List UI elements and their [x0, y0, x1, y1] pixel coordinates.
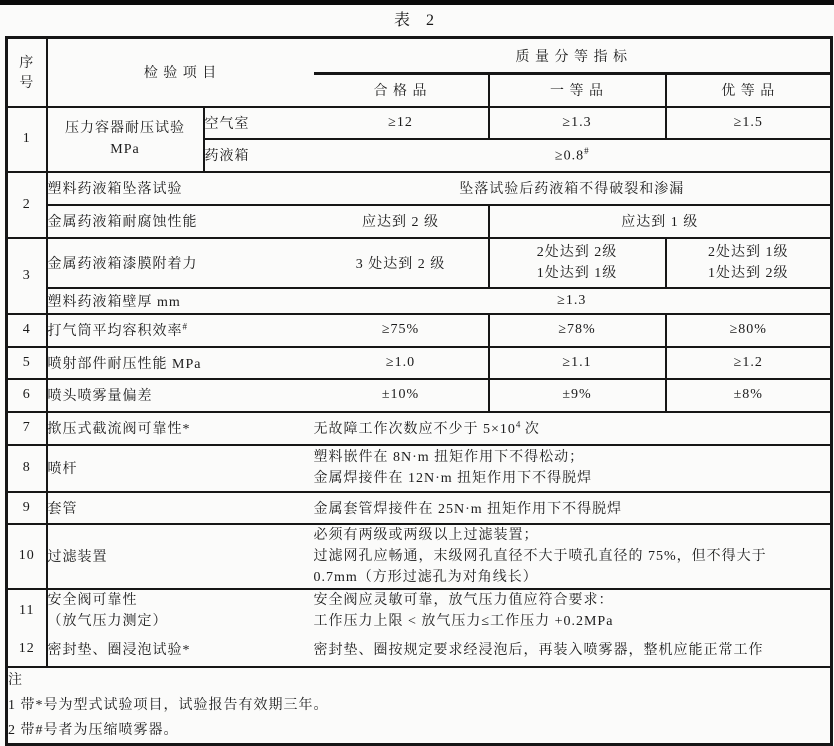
row3-item-wall-thickness: 塑料药液箱壁厚 mm — [47, 288, 314, 314]
row3-adhesion-first-class — [489, 238, 666, 288]
header-grade-first-class: 一 等 品 — [489, 74, 666, 107]
row3-adhesion-first-line2: 1处达到 1级 — [536, 265, 618, 281]
row5-value-premium: ≥1.2 — [666, 347, 832, 379]
row9-serial: 9 — [7, 492, 47, 524]
row5-item-spray-parts-pressure: 喷射部件耐压性能 MPa — [47, 347, 314, 379]
row11-serial: 11 — [7, 589, 47, 632]
row11-item-safety-valve — [47, 589, 314, 632]
row3-adhesion-premium — [666, 238, 832, 288]
table-row-1a — [7, 107, 832, 139]
row6-value-qualified: ±10% — [314, 379, 489, 412]
row3-adhesion-premium-line1: 2处达到 1级 — [708, 244, 789, 260]
row3-serial: 3 — [7, 238, 47, 314]
header-row-1 — [7, 38, 832, 74]
row10-value-filter-requirements — [314, 524, 832, 589]
header-serial-number — [7, 38, 47, 107]
table-row-2a — [7, 172, 832, 205]
header-grade-qualified: 合 格 品 — [314, 74, 489, 107]
row1-item-pressure-vessel-test — [47, 107, 204, 172]
table-row-10 — [7, 524, 832, 589]
row11-value-line1: 安全阀应灵敏可靠，放气压力值应符合要求： — [313, 592, 614, 608]
row9-item-sleeve: 套管 — [47, 492, 314, 524]
table-notes-row — [7, 667, 832, 745]
notes-line-2: 2 带#号者为压缩喷雾器。 — [8, 722, 179, 738]
header-grade-premium: 优 等 品 — [666, 74, 832, 107]
row11-item-line2: （放气压力测定） — [47, 613, 168, 629]
row5-value-first-class: ≥1.1 — [489, 347, 666, 379]
row7-item-shutoff-valve-reliability: 揿压式截流阀可靠性* — [47, 412, 314, 445]
row3-adhesion-qualified: 3 处达到 2 级 — [314, 238, 489, 288]
row3-adhesion-first-line1: 2处达到 2级 — [536, 244, 618, 260]
row4-footnote-mark: # — [182, 321, 187, 332]
row10-item-filter-device: 过滤装置 — [47, 524, 314, 589]
row2-corrosion-higher-grades: 应达到 1 级 — [489, 205, 832, 238]
row2-item-drop-test: 塑料药液箱坠落试验 — [47, 172, 314, 205]
row1-item-line1: 压力容器耐压试验 — [65, 121, 185, 136]
row8-value-torque-requirements — [314, 445, 832, 492]
row8-value-line2: 金属焊接件在 12N·m 扭矩作用下不得脱焊 — [313, 471, 593, 486]
row10-serial: 10 — [7, 524, 47, 589]
row12-item-seal-soak-test: 密封垫、圈浸泡试验* — [47, 632, 314, 667]
row1-value-liquid-tank — [314, 139, 832, 172]
row12-serial: 12 — [7, 632, 47, 667]
row3-item-paint-adhesion: 金属药液箱漆膜附着力 — [47, 238, 314, 288]
table-row-6 — [7, 379, 832, 412]
row11-item-line1: 安全阀可靠性 — [47, 592, 138, 608]
notes-heading: 注 — [8, 672, 23, 688]
row7-value-text: 无故障工作次数应不少于 5×10 — [313, 422, 516, 437]
table-title: 表 2 — [393, 12, 440, 29]
row6-item-spray-deviation: 喷头喷雾量偏差 — [47, 379, 314, 412]
table-row-8 — [7, 445, 832, 492]
row1-sub-air-chamber: 空气室 — [204, 107, 314, 139]
row3-wall-thickness-value: ≥1.3 — [314, 288, 832, 314]
row3-adhesion-premium-line2: 1处达到 2级 — [708, 265, 789, 281]
row6-value-first-class: ±9% — [489, 379, 666, 412]
table-row-2b — [7, 205, 832, 238]
row4-value-premium: ≥80% — [666, 314, 832, 347]
row7-value-unit: 次 — [520, 422, 540, 437]
notes-line-1: 1 带*号为型式试验项目，试验报告有效期三年。 — [8, 697, 329, 713]
table-row-5 — [7, 347, 832, 379]
row2-serial: 2 — [7, 172, 47, 238]
row7-value-cycles — [314, 412, 832, 445]
row1-value-premium: ≥1.5 — [666, 107, 832, 139]
row5-serial: 5 — [7, 347, 47, 379]
header-serial-line1: 序 — [19, 56, 35, 72]
row4-item-pump-efficiency — [47, 314, 314, 347]
row10-value-line3: 0.7mm（方形过滤孔为对角线长） — [313, 569, 538, 585]
row4-value-first-class: ≥78% — [489, 314, 666, 347]
row6-value-premium: ±8% — [666, 379, 832, 412]
row1-sub-liquid-tank: 药液箱 — [204, 139, 314, 172]
row4-item-text: 打气筒平均容积效率 — [47, 324, 183, 339]
header-inspection-item: 检 验 项 目 — [47, 38, 314, 107]
row9-value-weld-torque: 金属套管焊接件在 25N·m 扭矩作用下不得脱焊 — [314, 492, 832, 524]
row11-value-line2: 工作压力上限 < 放气压力≤工作压力 +0.2MPa — [313, 613, 614, 629]
table-row-12 — [7, 632, 832, 667]
scan-edge-artifact — [0, 0, 834, 5]
row1-serial: 1 — [7, 107, 47, 172]
row1-liquid-tank-footnote-mark: # — [584, 145, 589, 156]
table-row-3a — [7, 238, 832, 288]
header-serial-line2: 号 — [19, 76, 35, 92]
row2-value-drop-test: 坠落试验后药液箱不得破裂和渗漏 — [314, 172, 832, 205]
header-quality-grading-indicators: 质 量 分 等 指 标 — [314, 38, 832, 74]
quality-grading-table — [5, 36, 833, 746]
notes-block — [7, 667, 832, 745]
row5-value-qualified: ≥1.0 — [314, 347, 489, 379]
row1-liquid-tank-value: ≥0.8 — [554, 148, 585, 164]
table-row-9 — [7, 492, 832, 524]
row10-value-line1: 必须有两级或两级以上过滤装置； — [313, 527, 539, 543]
row1-value-first-class: ≥1.3 — [489, 107, 666, 139]
row2-item-corrosion-resistance: 金属药液箱耐腐蚀性能 — [47, 205, 314, 238]
row7-exponent: 4 — [515, 419, 521, 430]
row10-value-line2: 过滤网孔应畅通，末级网孔直径不大于喷孔直径的 75%，但不得大于 — [313, 548, 767, 564]
row4-value-qualified: ≥75% — [314, 314, 489, 347]
row7-serial: 7 — [7, 412, 47, 445]
row4-serial: 4 — [7, 314, 47, 347]
row6-serial: 6 — [7, 379, 47, 412]
row2-corrosion-qualified: 应达到 2 级 — [314, 205, 489, 238]
row12-value-seal-soak: 密封垫、圈按规定要求经浸泡后，再装入喷雾器，整机应能正常工作 — [314, 632, 832, 667]
row1-item-unit: MPa — [110, 142, 140, 157]
table-row-11 — [7, 589, 832, 632]
row11-value-safety-valve — [314, 589, 832, 632]
table-row-3b — [7, 288, 832, 314]
row1-value-qualified: ≥12 — [314, 107, 489, 139]
table-row-7 — [7, 412, 832, 445]
row8-serial: 8 — [7, 445, 47, 492]
row8-value-line1: 塑料嵌件在 8N·m 扭矩作用下不得松动； — [313, 450, 585, 465]
row8-item-spray-lance: 喷杆 — [47, 445, 314, 492]
table-row-4 — [7, 314, 832, 347]
